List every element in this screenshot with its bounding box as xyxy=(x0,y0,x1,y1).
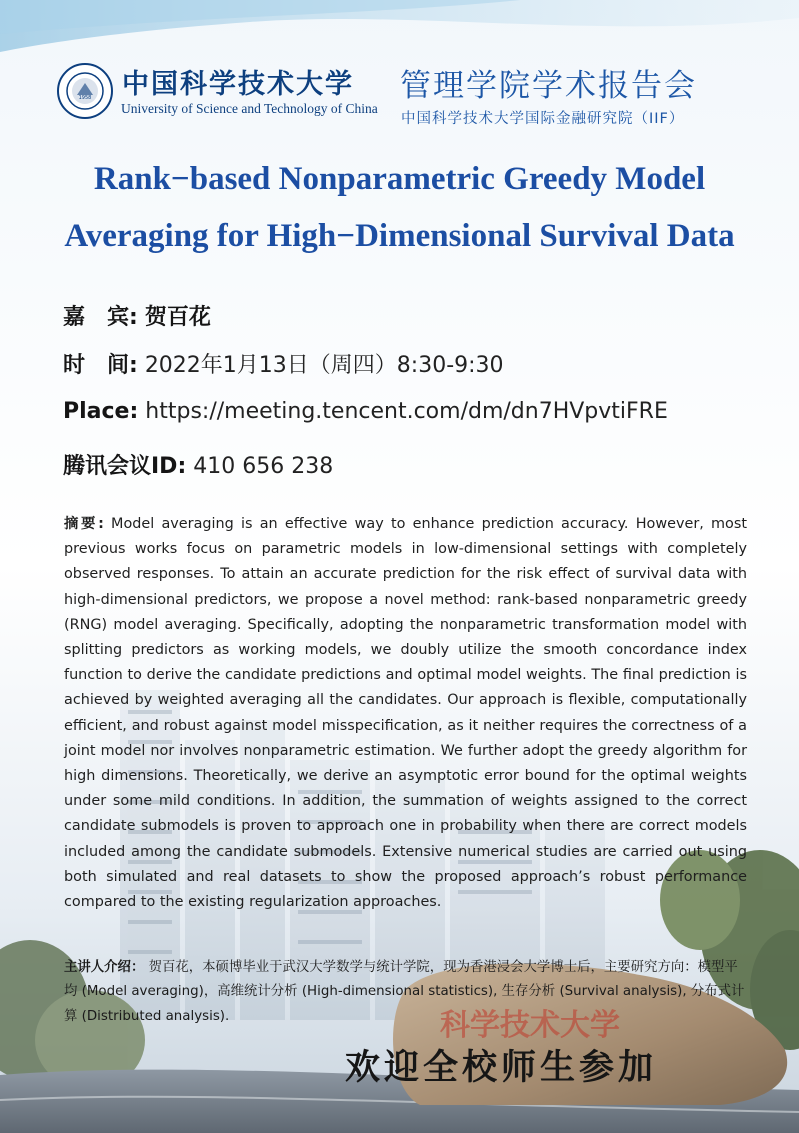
abstract-text: Model averaging is an effective way to enhance prediction accuracy. However, most previous works focus on parametric models in low-dimensional settings with completely observed responses. To attain an accurate prediction for the risk effect of survival data with high-dimensional predictors, we propose a novel method: rank-based nonparametric greedy (RNG) model averaging. Specifically, adopting the nonparametric transformation model with splitting predictors as working models, we doubly utilize the smooth concordance index function to derive the candidate predictions and optimal model weights. The final prediction is achieved by weighted averaging all the candidates. Our approach is flexible, computationally efficient, and robust against model misspecification, as it neither requires the correctness of a joint model nor involves nonparametric estimation. We further adopt the greedy algorithm for high dimensions. Theoretically, we derive an asymptotic error bound for the optimal weights under some mild conditions. In addition, the summation of weights assigned to the correct candidate submodels is proven to approach one in probability when there are correct models included among the candidate submodels. Extensive numerical studies are carried out using both simulated and real datasets to show the proposed approach’s robust performance compared to the existing regularization approaches. xyxy=(64,516,747,911)
meeting-id-row xyxy=(63,449,333,480)
bio-text: 贺百花，本硕博毕业于武汉大学数学与统计学院，现为香港浸会大学博士后，主要研究方向：模型平均 (Model averaging)，高维统计分析 (High-dimensional statistics), 生存分析 (Survival analysis), 分布式计算 (Distributed analysis). xyxy=(64,960,745,1024)
abstract xyxy=(64,512,747,915)
guest-label: 嘉 宾: xyxy=(63,305,138,330)
time-row xyxy=(63,348,504,379)
series-title: 管理学院学术报告会 xyxy=(400,68,697,104)
place-label: Place: xyxy=(63,399,139,424)
speaker-bio xyxy=(64,956,749,1029)
bio-label: 主讲人介绍： xyxy=(64,960,145,975)
guest-row xyxy=(63,300,211,331)
university-name-cn: 中国科学技术大学 xyxy=(122,69,354,100)
university-seal xyxy=(57,63,113,119)
institute-name: 中国科学技术大学国际金融研究院（IIF） xyxy=(401,111,685,127)
place-row xyxy=(63,399,668,424)
meeting-id-label: 腾讯会议ID: xyxy=(63,454,187,479)
talk-title-line1: Rank−based Nonparametric Greedy Model xyxy=(93,161,706,197)
svg-text:科学技术大学: 科学技术大学 xyxy=(440,1008,620,1043)
welcome-slogan: 欢迎全校师生参加 xyxy=(345,1047,658,1088)
meeting-link[interactable]: https://meeting.tencent.com/dm/dn7HVpvtiFRE xyxy=(145,399,668,424)
guest-value: 贺百花 xyxy=(144,305,211,330)
meeting-id-value: 410 656 238 xyxy=(193,454,334,479)
time-value: 2022年1月13日（周四）8:30-9:30 xyxy=(144,353,504,378)
university-name-en: University of Science and Technology of China xyxy=(121,101,378,116)
talk-title-line2: Averaging for High−Dimensional Survival Data xyxy=(64,218,735,254)
abstract-label: 摘要: xyxy=(64,516,104,532)
seal-year: 1958 xyxy=(78,95,92,101)
time-label: 时 间: xyxy=(63,353,138,378)
